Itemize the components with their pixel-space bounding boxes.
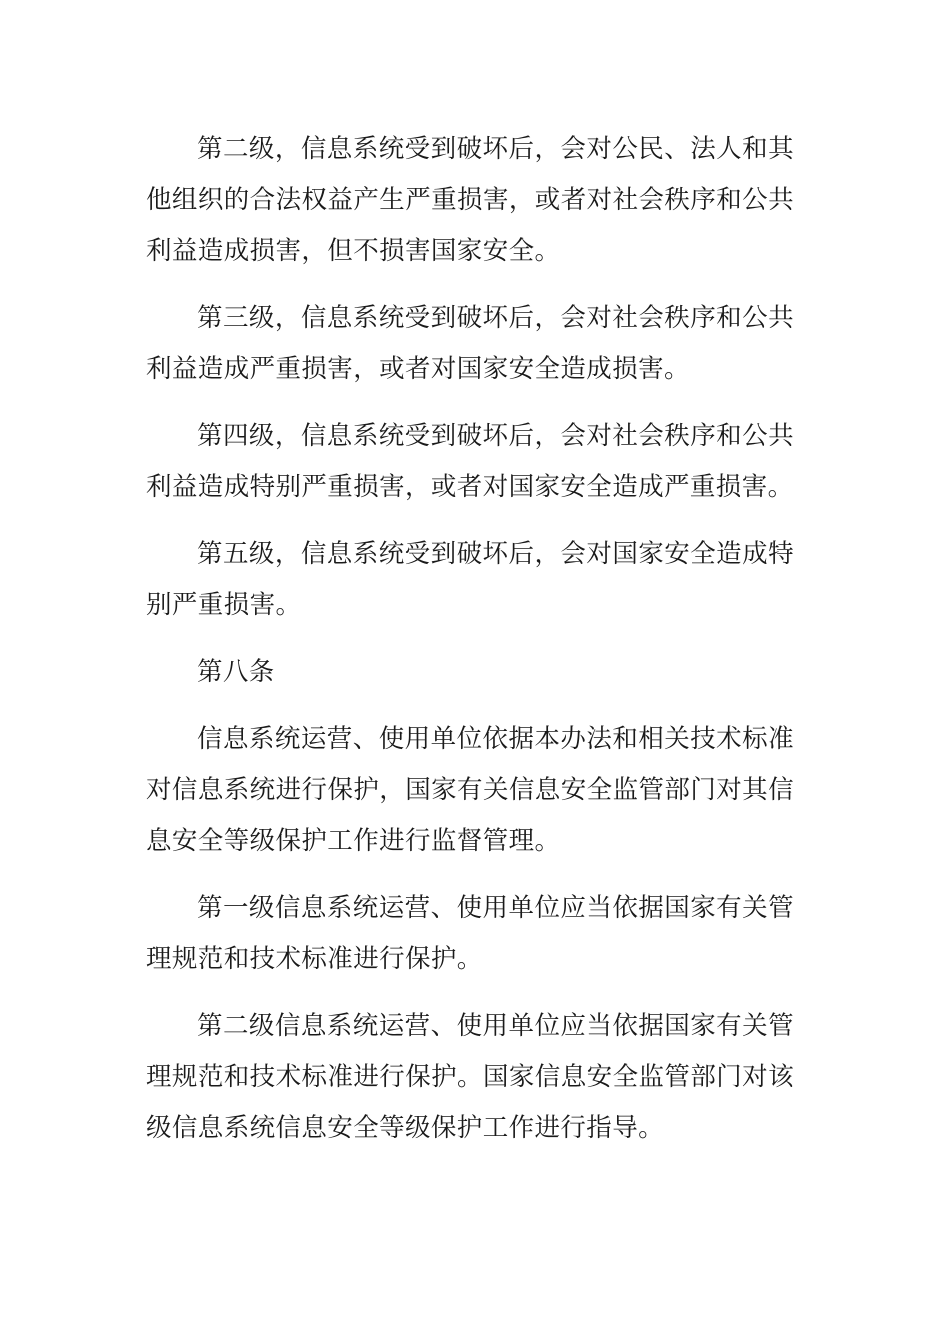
paragraph-article-8-intro: 信息系统运营、使用单位依据本办法和相关技术标准对信息系统进行保护，国家有关信息安全监管部门对其信息安全等级保护工作进行监督管理。	[146, 724, 794, 856]
paragraph-level-2: 第二级，信息系统受到破坏后，会对公民、法人和其他组织的合法权益产生严重损害，或者对社会秩序和公共利益造成损害，但不损害国家安全。	[146, 134, 794, 266]
paragraph-level-2-protection: 第二级信息系统运营、使用单位应当依据国家有关管理规范和技术标准进行保护。国家信息安全监管部门对该级信息系统信息安全等级保护工作进行指导。	[146, 1011, 794, 1143]
paragraph-level-3: 第三级，信息系统受到破坏后，会对社会秩序和公共利益造成严重损害，或者对国家安全造成损害。	[146, 303, 794, 384]
paragraph-level-1-protection: 第一级信息系统运营、使用单位应当依据国家有关管理规范和技术标准进行保护。	[146, 893, 794, 974]
article-heading: 第八条	[197, 657, 275, 687]
paragraph-level-4: 第四级，信息系统受到破坏后，会对社会秩序和公共利益造成特别严重损害，或者对国家安全造成严重损害。	[146, 421, 794, 502]
paragraph-level-5: 第五级，信息系统受到破坏后，会对国家安全造成特别严重损害。	[146, 539, 794, 620]
document-body	[146, 124, 794, 1170]
